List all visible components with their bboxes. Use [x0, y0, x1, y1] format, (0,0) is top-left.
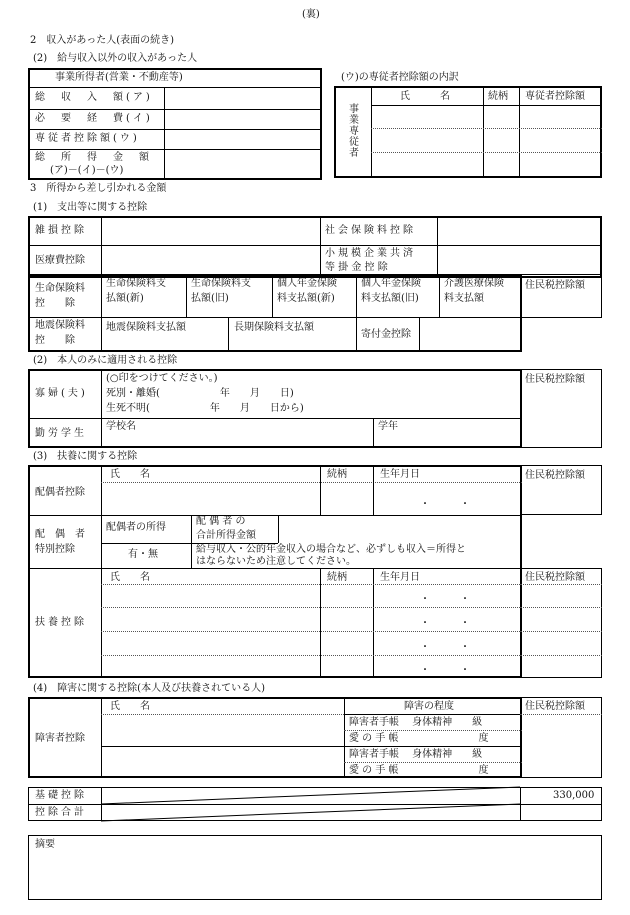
juminzei-label-2: 住民税控除額 [525, 374, 585, 385]
jishin-label-2: 控 除 [35, 335, 75, 346]
business-header: 事業所得者(営業・不動産等) [55, 72, 183, 83]
shogai-name-col: 氏 名 [110, 701, 150, 712]
jishin-label-1: 地震保険料 [35, 320, 85, 331]
kifu-label: 寄付金控除 [361, 329, 411, 340]
row-family-deduction: 専従者控除額(ウ) [35, 133, 140, 144]
seimei-item-5b: 料支払額 [444, 293, 484, 304]
seimei-item-2a: 生命保険料支 [191, 278, 251, 289]
kiso-label: 基礎控除 [35, 790, 87, 801]
seimei-item-1b: 払額(新) [106, 293, 144, 304]
haigusha-relation-col: 続柄 [327, 469, 347, 480]
seimei-item-1a: 生命保険料支 [106, 278, 166, 289]
shakai-label: 社会保険料控除 [325, 225, 416, 236]
u-col-amount: 専従者控除額 [525, 91, 585, 102]
row-total-income: 総 収 入 額(ア) [35, 92, 153, 103]
juminzei-label-4: 住民税控除額 [525, 572, 585, 583]
iryo-label: 医療費控除 [35, 255, 85, 266]
fuyo-dots-4: ・ ・ [420, 665, 470, 676]
haigu-note-1: 給与収入・公的年金収入の場合など、必ずしも収入＝所得と [196, 544, 466, 555]
seimei-item-4b: 料支払額(旧) [361, 293, 419, 304]
fuyo-dots-3: ・ ・ [420, 642, 470, 653]
haigu-shotoku-label: 配偶者の所得 [106, 522, 166, 533]
haigu-note-2: はならないため注意してください。 [196, 556, 356, 567]
tekiyo-label: 摘要 [35, 839, 55, 850]
haigusha-date-dots: ・ ・ [420, 499, 470, 510]
juminzei-label-5: 住民税控除額 [525, 701, 585, 712]
gakunen-label: 学年 [378, 421, 398, 432]
section3-sub1: (1) 支出等に関する控除 [33, 202, 148, 213]
u-title: (ウ)の専従者控除額の内訳 [341, 72, 459, 83]
haigusha-birth-col: 生年月日 [380, 469, 420, 480]
haigu-gokei-label-2: 合計所得金額 [196, 530, 256, 541]
haigusha-label: 配偶者控除 [35, 487, 85, 498]
techo-row-3: 障害者手帳 身体精神 級 [349, 749, 483, 760]
shogai-label: 障害者控除 [35, 733, 85, 744]
row-expenses: 必 要 経 費(イ) [35, 113, 153, 124]
section3-sub3: (3) 扶養に関する控除 [33, 451, 138, 462]
juminzei-label-1: 住民税控除額 [525, 280, 585, 291]
haigu-tokubetsu-label-1: 配 偶 者 [35, 529, 85, 540]
u-side-label: 事業専従者 [346, 103, 358, 158]
section3-sub2: (2) 本人のみに適用される控除 [33, 355, 178, 366]
haigu-gokei-label-1: 配 偶 者 の [196, 516, 246, 527]
section3-title: 3 所得から差し引かれる金額 [30, 183, 167, 194]
kiso-amount: 330,000 [553, 790, 595, 801]
techo-row-4: 愛 の 手 帳 度 [349, 765, 489, 776]
kafu-note-1: (○印をつけてください。) [106, 373, 218, 384]
fuyo-dots-1: ・ ・ [420, 594, 470, 605]
fuyo-name-col: 氏 名 [110, 572, 150, 583]
fuyo-label: 扶養控除 [35, 617, 87, 628]
fuyo-birth-col: 生年月日 [380, 572, 420, 583]
seimei-item-3b: 料支払額(新) [277, 293, 335, 304]
page-label: (裏) [302, 9, 320, 20]
kinro-label: 勤労学生 [35, 428, 87, 439]
row-total-income-formula: (ア)－(イ)－(ウ) [50, 165, 124, 176]
choki-item: 長期保険料支払額 [234, 322, 314, 333]
seimei-item-2b: 払額(旧) [191, 293, 229, 304]
seimei-label-1: 生命保険料 [35, 283, 85, 294]
kafu-note-2: 死別・離婚( 年 月 日) [106, 388, 294, 399]
kafu-label: 寡婦(夫) [35, 388, 88, 399]
jishin-item: 地震保険料支払額 [106, 322, 186, 333]
shokibo-label-2: 等 掛 金 控 除 [325, 262, 388, 273]
section3-sub4: (4) 障害に関する控除(本人及び扶養されている人) [33, 683, 265, 694]
section2-subtitle: (2) 給与収入以外の収入があった人 [33, 53, 198, 64]
section2-title: 2 収入があった人(表面の続き) [30, 35, 175, 46]
remarks-box [28, 835, 602, 900]
seimei-item-3a: 個人年金保険 [277, 278, 337, 289]
zasson-label: 雑損控除 [35, 225, 87, 236]
haigu-tokubetsu-label-2: 特別控除 [35, 544, 75, 555]
school-label: 学校名 [106, 421, 136, 432]
juminzei-label-3: 住民税控除額 [525, 470, 585, 481]
kafu-note-3: 生死不明( 年 月 日から) [106, 403, 304, 414]
seimei-label-2: 控 除 [35, 298, 75, 309]
u-col-relation: 続柄 [488, 91, 508, 102]
shokibo-label-1: 小規模企業共済 [325, 248, 416, 259]
fuyo-relation-col: 続柄 [327, 572, 347, 583]
shogai-teido-col: 障害の程度 [404, 701, 454, 712]
seimei-item-5a: 介護医療保険 [444, 278, 504, 289]
kojo-gokei-label: 控除合計 [35, 807, 87, 818]
row-total-income-label: 総 所 得 金 額 [35, 152, 152, 163]
seimei-item-4a: 個人年金保険 [361, 278, 421, 289]
u-col-name: 氏 名 [400, 91, 450, 102]
ari-nashi-label: 有・無 [128, 549, 158, 560]
techo-row-2: 愛 の 手 帳 度 [349, 733, 489, 744]
techo-row-1: 障害者手帳 身体精神 級 [349, 717, 483, 728]
fuyo-dots-2: ・ ・ [420, 618, 470, 629]
haigusha-name-col: 氏 名 [110, 469, 150, 480]
